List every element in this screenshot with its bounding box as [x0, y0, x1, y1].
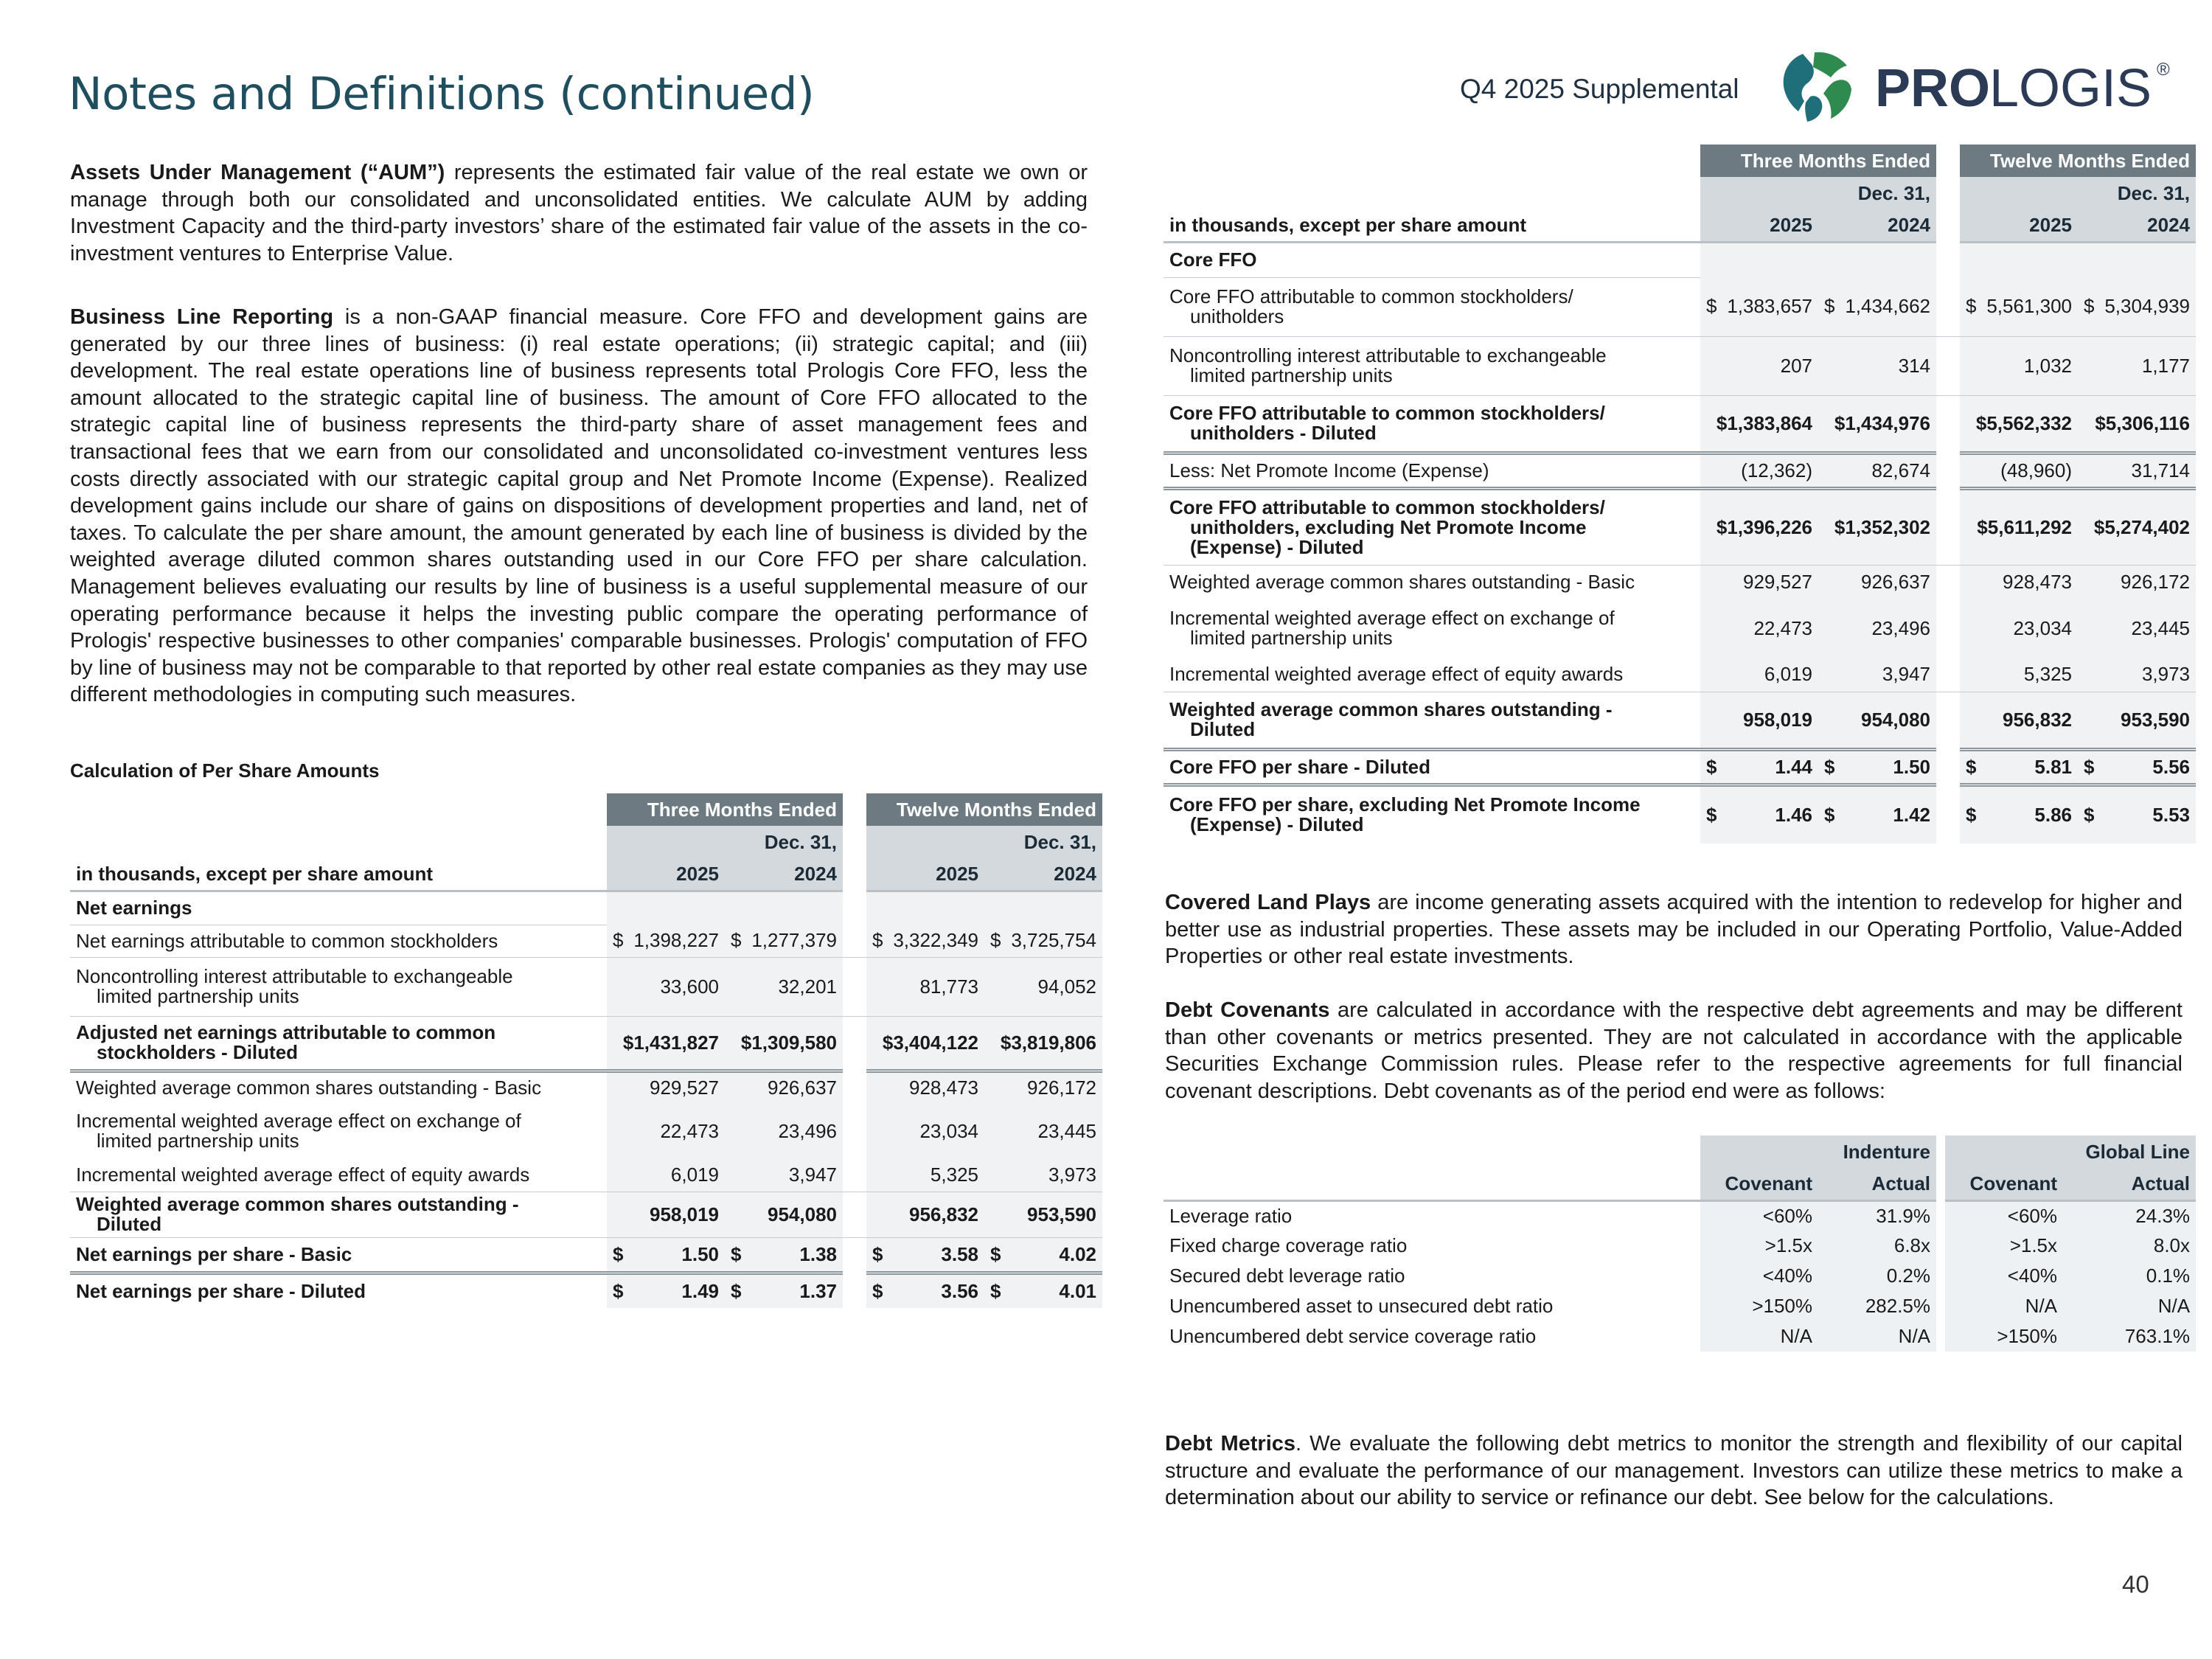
- page-title: Notes and Definitions (continued): [69, 68, 815, 120]
- cell: 6,019: [1700, 658, 1818, 692]
- table-row: [1164, 599, 2196, 658]
- business-line-text: is a non-GAAP financial measure. Core FFO and development gains are generated by our three lines of business: (i) real estate operations; (ii) strategic capital; and (iii) development. The real estate operations line of business represents total Prologis Core FFO, less the amount allocated to the strategic capital line of business. The amount of Core FFO allocated to the strategic capital line of business represents the third-party share of asset management fees and transactional fees that we earn from our consolidated and unconsolidated co-investment ventures less costs directly associated with our strategic capital group and Net Promote Income (Expense). Realized development gains include our share of gains on dispositions of development properties and land, net of taxes. To calculate the per share amount, the amount generated by each line of business is divided by the weighted average diluted common shares outstanding used in our Core FFO per share calculation. Management believes evaluating our results by line of business is a useful supplemental measure of our operating performance because it helps the investing public compare the operating performance of Prologis' respective businesses to other companies' comparable businesses. Prologis' computation of FFO by line of business may not be comparable to that reported by other real estate companies as they may use different methodologies in computing such measures.: [70, 305, 1088, 707]
- row-label: Net earnings attributable to common stockholders: [70, 925, 607, 957]
- debt-metrics-term: Debt Metrics: [1165, 1432, 1296, 1455]
- table-row: [70, 1071, 1102, 1103]
- row-label: Net earnings per share - Diluted: [76, 1279, 366, 1302]
- cell: 926,637: [1818, 565, 1936, 599]
- per-share-date2: Dec. 31,: [866, 826, 1102, 858]
- cell: 926,637: [725, 1071, 843, 1103]
- cell: 928,473: [866, 1071, 984, 1103]
- cell: $ 1.50: [1818, 749, 1936, 785]
- cell: $3,404,122: [866, 1016, 984, 1071]
- core-ffo-table: [1164, 145, 2196, 844]
- cell: 6.8x: [1818, 1231, 1936, 1261]
- row-label: Weighted average common shares outstanding - Diluted: [70, 1192, 607, 1237]
- per-share-year: 2025: [607, 858, 725, 891]
- covenant-table: [1164, 1135, 2196, 1352]
- cell: 3,947: [725, 1159, 843, 1192]
- row-label: Secured debt leverage ratio: [1169, 1265, 1405, 1287]
- core-ffo-unit-label: in thousands, except per share amount: [1164, 209, 1700, 242]
- cell: N/A: [2063, 1291, 2196, 1321]
- cell: 282.5%: [1818, 1291, 1936, 1321]
- covered-land-text: are income generating assets acquired with the intention to redevelop for higher and better use as industrial properties. These assets may be included in our Operating Portfolio, Value-Added Properties or other real estate investments.: [1165, 891, 2183, 969]
- core-ffo-date2: Dec. 31,: [1960, 177, 2196, 209]
- cell: <60%: [1945, 1200, 2063, 1231]
- cell: $1,383,864: [1700, 395, 1818, 453]
- cell: $3,819,806: [984, 1016, 1102, 1071]
- debt-metrics-paragraph: [1165, 1430, 2183, 1512]
- cell: 94,052: [984, 957, 1102, 1016]
- table-row: [1164, 1291, 2196, 1321]
- per-share-table-caption: [70, 759, 379, 782]
- cell: $ 5.56: [2078, 749, 2196, 785]
- cell: $ 1,277,379: [725, 925, 843, 957]
- row-label: Core FFO attributable to common stockholders/ unitholders: [1164, 277, 1700, 336]
- cell: 926,172: [984, 1071, 1102, 1103]
- cell: $1,434,976: [1818, 395, 1936, 453]
- cell: 33,600: [607, 957, 725, 1016]
- cell: $5,611,292: [1960, 488, 2078, 565]
- row-label: Core FFO attributable to common stockholders/ unitholders - Diluted: [1164, 395, 1700, 453]
- cell: 22,473: [607, 1103, 725, 1159]
- row-label: Core FFO per share, excluding Net Promote Income (Expense) - Diluted: [1169, 793, 1641, 836]
- cell: 763.1%: [2063, 1321, 2196, 1352]
- row-label: Fixed charge coverage ratio: [1169, 1234, 1408, 1256]
- cell: $ 5,304,939: [2078, 277, 2196, 336]
- cell: 926,172: [2078, 565, 2196, 599]
- logo-text-light: LOGIS: [1989, 59, 2152, 118]
- per-share-section-label: Net earnings: [70, 891, 607, 925]
- core-ffo-year: 2024: [2078, 209, 2196, 242]
- table-row: [1164, 395, 2196, 453]
- cell: 24.3%: [2063, 1200, 2196, 1231]
- row-label: Unencumbered asset to unsecured debt ratio: [1169, 1295, 1554, 1317]
- cell: 929,527: [607, 1071, 725, 1103]
- cell: $ 1.50: [607, 1237, 725, 1273]
- row-label: Noncontrolling interest attributable to exchangeable limited partnership units: [1164, 336, 1700, 395]
- cell: 1,177: [2078, 336, 2196, 395]
- logo-registered-mark: ®: [2157, 60, 2170, 80]
- debt-covenants-paragraph: [1165, 997, 2183, 1105]
- row-label: Weighted average common shares outstanding - Diluted: [1164, 692, 1700, 749]
- prologis-logo: [1781, 47, 2179, 128]
- cell: 956,832: [1960, 692, 2078, 749]
- table-row: [70, 1273, 1102, 1308]
- table-row: [1164, 1231, 2196, 1261]
- table-row: [1164, 1200, 2196, 1231]
- cell: $ 4.02: [984, 1237, 1102, 1273]
- debt-covenants-term: Debt Covenants: [1165, 998, 1330, 1022]
- logo-text-bold: PRO: [1875, 59, 1991, 118]
- core-ffo-year: 2024: [1818, 209, 1936, 242]
- row-label: Incremental weighted average effect of equity awards: [70, 1159, 607, 1192]
- covenant-col: Covenant: [1945, 1168, 2063, 1200]
- covenant-group1-header: Indenture: [1700, 1135, 1936, 1168]
- per-share-period1-header: Three Months Ended: [607, 793, 843, 826]
- row-label: Incremental weighted average effect of equity awards: [1164, 658, 1700, 692]
- row-label: Less: Net Promote Income (Expense): [1164, 453, 1700, 488]
- table-row: [1164, 336, 2196, 395]
- cell: 953,590: [984, 1192, 1102, 1237]
- table-row: [1164, 692, 2196, 749]
- table-row: [1164, 488, 2196, 565]
- cell: $1,352,302: [1818, 488, 1936, 565]
- table-row: [70, 1159, 1102, 1192]
- table-row: [70, 1103, 1102, 1159]
- per-share-caption-text: Calculation of Per Share Amounts: [70, 759, 380, 782]
- cell: >1.5x: [1700, 1231, 1818, 1261]
- debt-metrics-text: . We evaluate the following debt metrics to monitor the strength and flexibility of our capital structure and evaluate the performance of our management. Investors can utilize these metrics to make a determination about our ability to service or refinance our debt. See below for the calculations.: [1165, 1432, 2183, 1510]
- cell: $ 1.42: [1818, 785, 1936, 844]
- table-row: [70, 925, 1102, 957]
- cell: 82,674: [1818, 453, 1936, 488]
- per-share-year: 2024: [984, 858, 1102, 891]
- cell: 954,080: [725, 1192, 843, 1237]
- cell: $ 1,398,227: [607, 925, 725, 957]
- cell: $ 3.56: [866, 1273, 984, 1308]
- cell: >150%: [1700, 1291, 1818, 1321]
- cell: 23,445: [2078, 599, 2196, 658]
- table-row: [70, 1192, 1102, 1237]
- cell: $ 3,322,349: [866, 925, 984, 957]
- table-row: [1164, 565, 2196, 599]
- cell: $ 3.58: [866, 1237, 984, 1273]
- table-row: [1164, 1261, 2196, 1291]
- aum-paragraph: [70, 159, 1088, 267]
- cell: $ 1,434,662: [1818, 277, 1936, 336]
- per-share-year: 2024: [725, 858, 843, 891]
- core-ffo-period2-header: Twelve Months Ended: [1960, 145, 2196, 177]
- cell: 6,019: [607, 1159, 725, 1192]
- cell: $ 4.01: [984, 1273, 1102, 1308]
- table-row: [1164, 749, 2196, 785]
- per-share-date1: Dec. 31,: [607, 826, 843, 858]
- cell: 5,325: [1960, 658, 2078, 692]
- core-ffo-year: 2025: [1700, 209, 1818, 242]
- table-row: [1164, 785, 2196, 844]
- cell: 23,496: [725, 1103, 843, 1159]
- cell: 929,527: [1700, 565, 1818, 599]
- cell: $5,274,402: [2078, 488, 2196, 565]
- business-line-paragraph: [70, 304, 1088, 709]
- cell: 31,714: [2078, 453, 2196, 488]
- row-label: Adjusted net earnings attributable to common stockholders - Diluted: [70, 1016, 607, 1071]
- cell: 954,080: [1818, 692, 1936, 749]
- cell: <40%: [1700, 1261, 1818, 1291]
- cell: $ 1,383,657: [1700, 277, 1818, 336]
- cell: >1.5x: [1945, 1231, 2063, 1261]
- table-row: [1164, 658, 2196, 692]
- cell: 958,019: [1700, 692, 1818, 749]
- cell: $ 3,725,754: [984, 925, 1102, 957]
- aum-term: Assets Under Management (“AUM”): [70, 161, 445, 184]
- core-ffo-date1: Dec. 31,: [1700, 177, 1936, 209]
- cell: 31.9%: [1818, 1200, 1936, 1231]
- row-label: Weighted average common shares outstanding - Basic: [76, 1076, 542, 1099]
- cell: 23,034: [866, 1103, 984, 1159]
- cell: 23,445: [984, 1103, 1102, 1159]
- table-row: [1164, 277, 2196, 336]
- table-row: [1164, 1321, 2196, 1352]
- cell: $1,431,827: [607, 1016, 725, 1071]
- per-share-period2-header: Twelve Months Ended: [866, 793, 1102, 826]
- cell: $1,396,226: [1700, 488, 1818, 565]
- row-label: Incremental weighted average effect on exchange of limited partnership units: [1169, 607, 1615, 649]
- cell: 81,773: [866, 957, 984, 1016]
- cell: $ 1.44: [1700, 749, 1818, 785]
- business-line-term: Business Line Reporting: [70, 305, 334, 329]
- cell: (48,960): [1960, 453, 2078, 488]
- cell: 32,201: [725, 957, 843, 1016]
- row-label: Unencumbered debt service coverage ratio: [1169, 1325, 1537, 1347]
- covered-land-term: Covered Land Plays: [1165, 891, 1371, 914]
- cell: 314: [1818, 336, 1936, 395]
- cell: 8.0x: [2063, 1231, 2196, 1261]
- cell: 0.2%: [1818, 1261, 1936, 1291]
- table-row: [70, 1016, 1102, 1071]
- cell: 5,325: [866, 1159, 984, 1192]
- cell: 207: [1700, 336, 1818, 395]
- cell: <40%: [1945, 1261, 2063, 1291]
- covenant-col: Covenant: [1700, 1168, 1818, 1200]
- cell: $ 5,561,300: [1960, 277, 2078, 336]
- cell: 3,947: [1818, 658, 1936, 692]
- per-share-table: [70, 793, 1102, 1308]
- cell: 958,019: [607, 1192, 725, 1237]
- row-label: Noncontrolling interest attributable to exchangeable limited partnership units: [70, 957, 607, 1016]
- row-label: Leverage ratio: [1169, 1204, 1293, 1227]
- cell: N/A: [1818, 1321, 1936, 1352]
- cell: 928,473: [1960, 565, 2078, 599]
- cell: 22,473: [1700, 599, 1818, 658]
- cell: N/A: [1945, 1291, 2063, 1321]
- per-share-unit-label: in thousands, except per share amount: [70, 858, 607, 891]
- actual-col: Actual: [2063, 1168, 2196, 1200]
- row-label: Net earnings per share - Basic: [70, 1237, 607, 1273]
- cell: $ 5.81: [1960, 749, 2078, 785]
- cell: $ 1.38: [725, 1237, 843, 1273]
- table-row: [70, 1237, 1102, 1273]
- covered-land-paragraph: [1165, 889, 2183, 970]
- covenant-group2-header: Global Line: [1945, 1135, 2196, 1168]
- cell: 956,832: [866, 1192, 984, 1237]
- cell: 1,032: [1960, 336, 2078, 395]
- cell: 23,034: [1960, 599, 2078, 658]
- row-label: Incremental weighted average effect on exchange of limited partnership units: [76, 1110, 521, 1152]
- actual-col: Actual: [1818, 1168, 1936, 1200]
- prologis-globe-logo-icon: [1781, 47, 2179, 128]
- per-share-year: 2025: [866, 858, 984, 891]
- cell: $1,309,580: [725, 1016, 843, 1071]
- cell: 0.1%: [2063, 1261, 2196, 1291]
- row-label: Weighted average common shares outstanding - Basic: [1169, 570, 1635, 593]
- cell: $ 1.46: [1700, 785, 1818, 844]
- row-label: Core FFO per share - Diluted: [1164, 749, 1700, 785]
- table-row: [70, 957, 1102, 1016]
- cell: N/A: [1700, 1321, 1818, 1352]
- cell: 23,496: [1818, 599, 1936, 658]
- table-row: [1164, 453, 2196, 488]
- cell: $ 1.49: [607, 1273, 725, 1308]
- cell: 3,973: [2078, 658, 2196, 692]
- aum-text: represents the estimated fair value of the real estate we own or manage through both our consolidated and unconsolidated entities. We calculate AUM by adding Investment Capacity and the third-party investors’ share of the estimated fair value of the assets in the co-investment ventures to Enterprise Value.: [70, 161, 1088, 265]
- supplemental-label: Q4 2025 Supplemental: [1460, 74, 1739, 104]
- core-ffo-section-label: Core FFO: [1164, 242, 1700, 277]
- cell: $ 1.37: [725, 1273, 843, 1308]
- core-ffo-year: 2025: [1960, 209, 2078, 242]
- cell: $5,562,332: [1960, 395, 2078, 453]
- cell: 3,973: [984, 1159, 1102, 1192]
- row-label: Core FFO attributable to common stockholders/ unitholders, excluding Net Promote Income (Expense) - Diluted: [1164, 488, 1700, 565]
- cell: $ 5.86: [1960, 785, 2078, 844]
- cell: <60%: [1700, 1200, 1818, 1231]
- cell: $5,306,116: [2078, 395, 2196, 453]
- core-ffo-period1-header: Three Months Ended: [1700, 145, 1936, 177]
- cell: $ 5.53: [2078, 785, 2196, 844]
- debt-covenants-text: are calculated in accordance with the respective debt agreements and may be different than other covenants or metrics presented. They are not calculated in accordance with the applicable Securities Exchange Commission rules. Please refer to the respective agreements for full financial covenant descriptions. Debt covenants as of the period end were as follows:: [1165, 998, 2183, 1103]
- cell: 953,590: [2078, 692, 2196, 749]
- cell: (12,362): [1700, 453, 1818, 488]
- cell: >150%: [1945, 1321, 2063, 1352]
- page-number: 40: [2122, 1571, 2149, 1598]
